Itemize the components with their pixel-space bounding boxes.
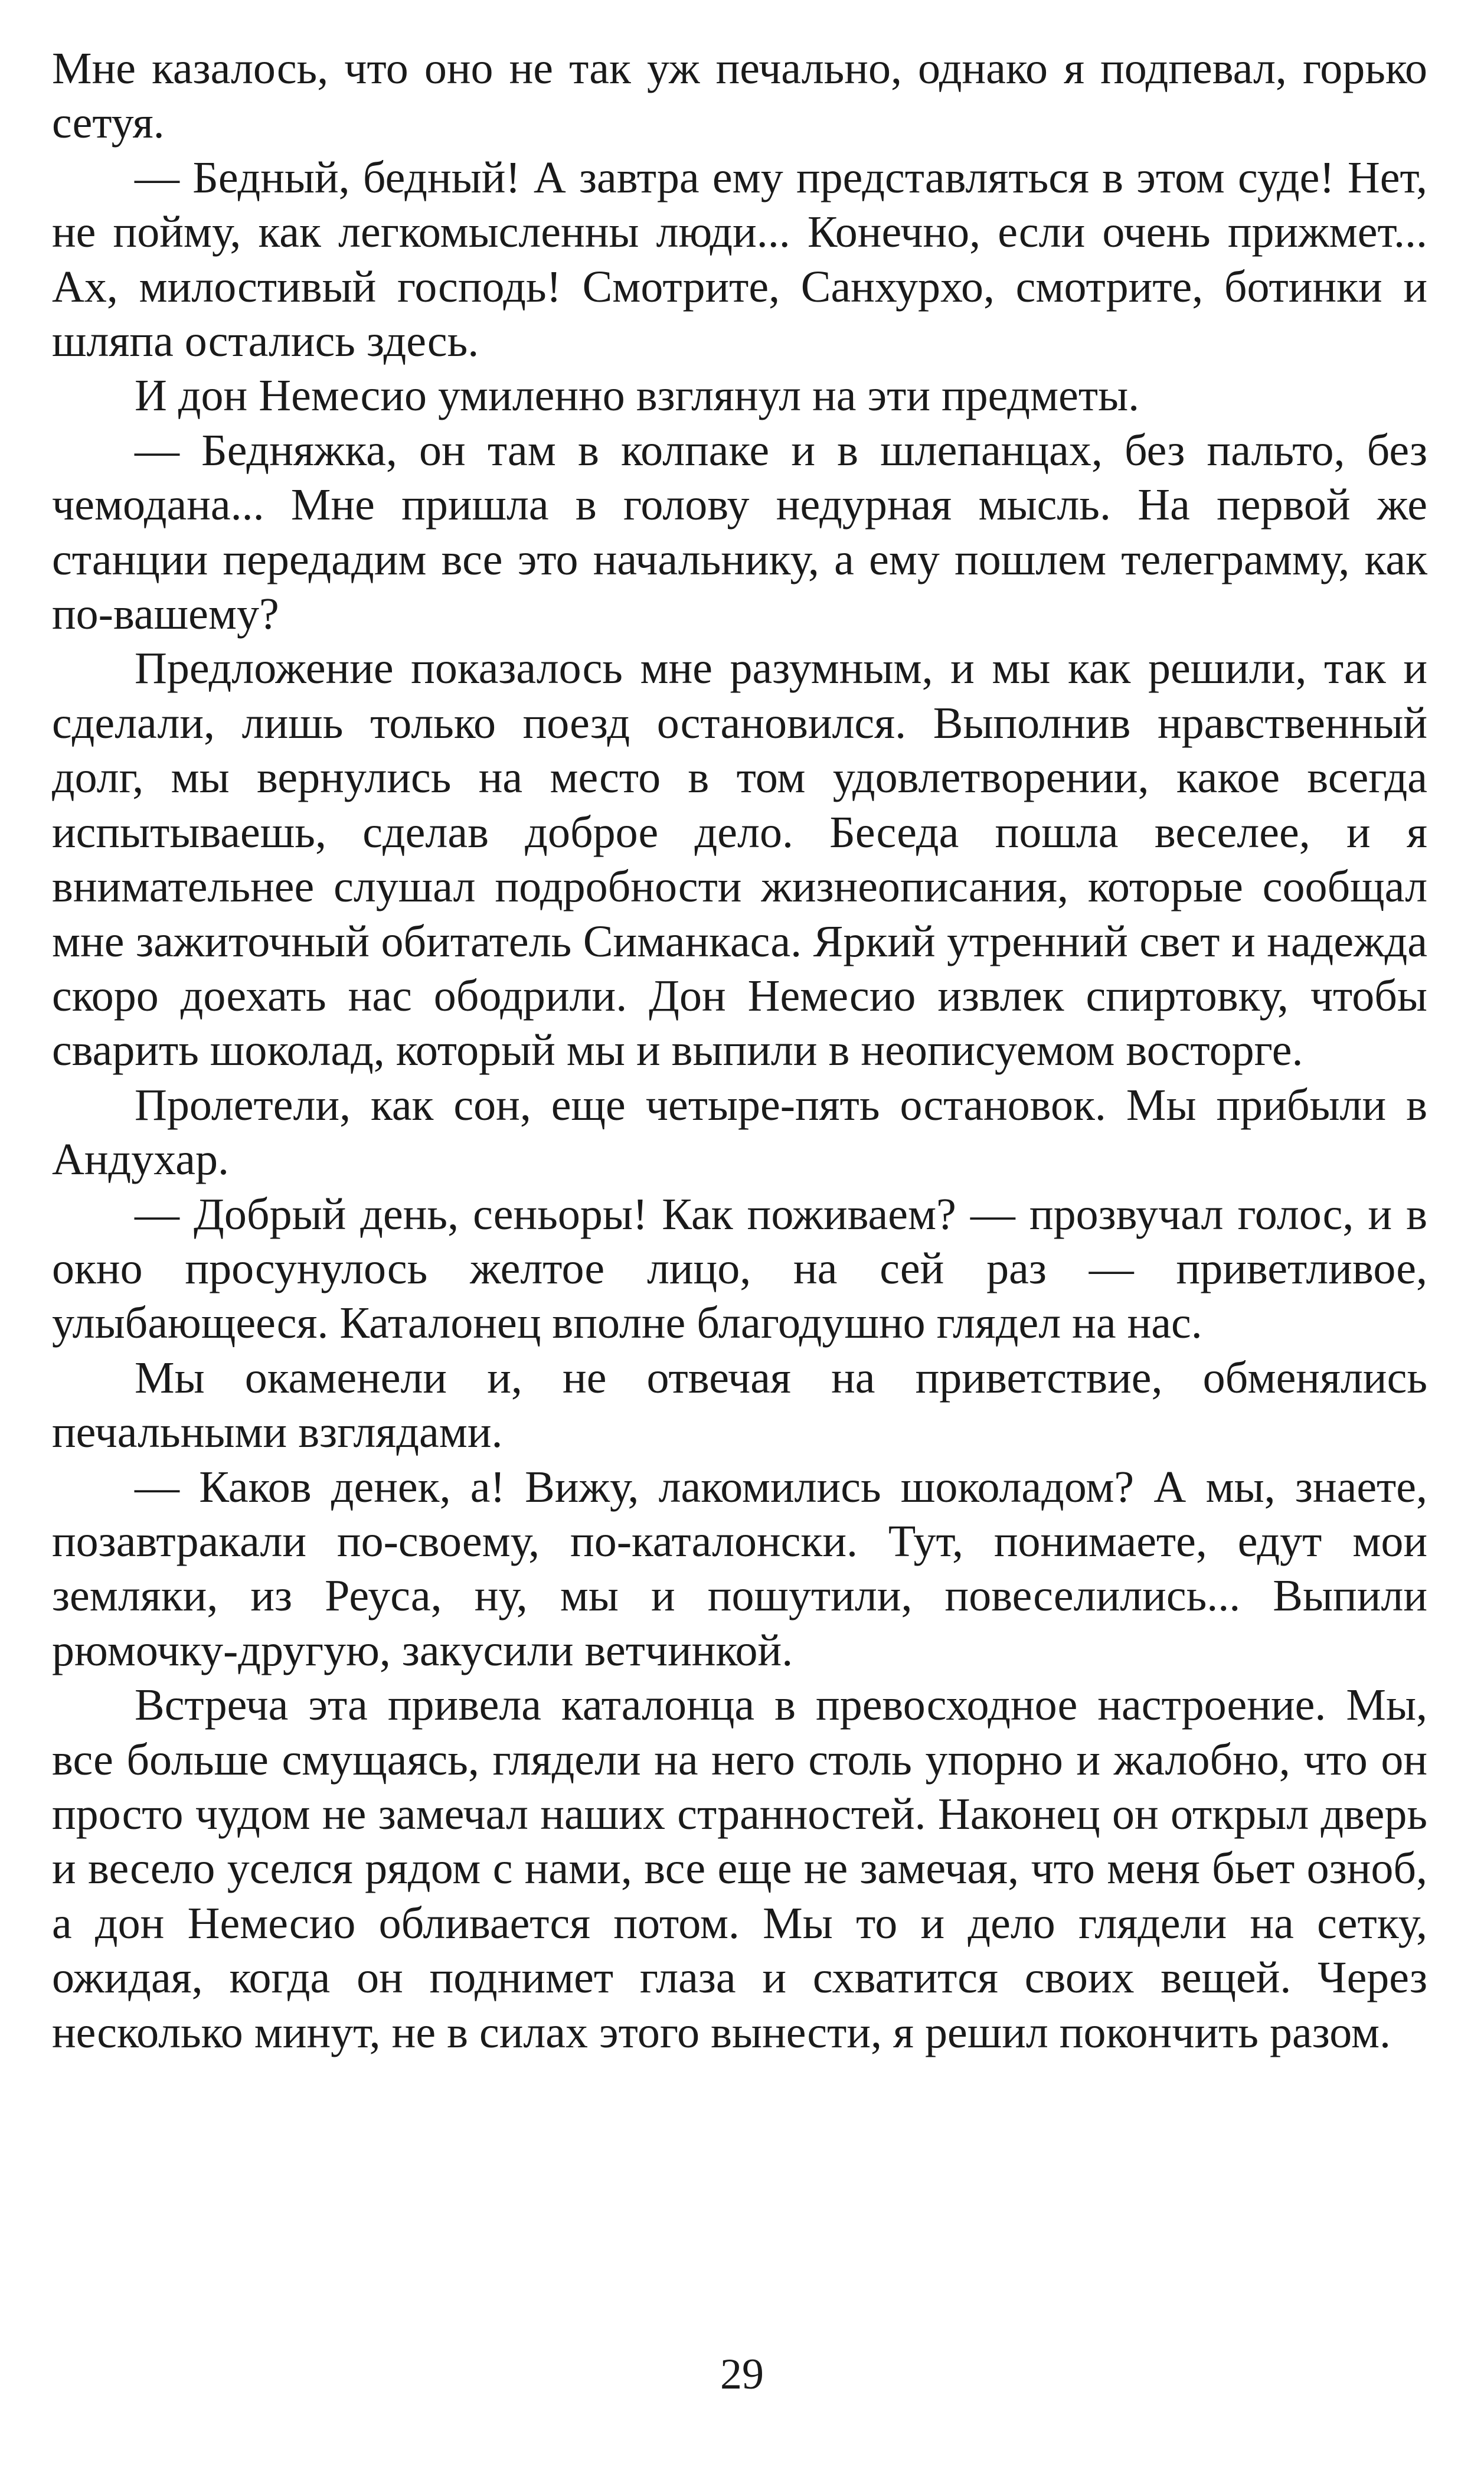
paragraph-dialogue: — Бедный, бедный! А завтра ему представляться в этом суде! Нет, не пойму, как легкомысленны люди... Конечно, если очень прижмет... Ах, милостивый господь! Смотрите, Санхурхо, смотрите, ботинки и шляпа остались здесь. [52, 152, 1427, 367]
page-number: 29 [720, 2350, 764, 2399]
paragraph: Встреча эта привела каталонца в превосходное настроение. Мы, все больше смущаясь, глядели на него столь упорно и жалобно, что он просто чудом не замечал наших странностей. Наконец он открыл дверь и весело уселся рядом с нами, все еще не замечая, что меня бьет озноб, а дон Немесио обливается потом. Мы то и дело глядели на сетку, ожидая, когда он поднимет глаза и схватится своих вещей. Через несколько минут, не в силах этого вынести, я решил покончить разом. [52, 1680, 1427, 2057]
paragraph-continued: Мне казалось, что оно не так уж печально, однако я подпевал, горько сетуя. [52, 44, 1427, 148]
body-text [52, 41, 1427, 2060]
paragraph: И дон Немесио умиленно взглянул на эти предметы. [135, 371, 1140, 421]
paragraph: Мы окаменели и, не отвечая на приветствие, обменялись печальными взглядами. [52, 1352, 1427, 1458]
paragraph: Пролетели, как сон, еще четыре-пять остановок. Мы прибыли в Андухар. [52, 1080, 1427, 1185]
paragraph-dialogue: — Каков денек, а! Вижу, лакомились шоколадом? А мы, знаете, позавтракали по-своему, по-каталонски. Тут, понимаете, едут мои земляки, из Реуса, ну, мы и пошутили, повеселились... Выпили рюмочку-другую, закусили ветчинкой. [52, 1462, 1427, 1675]
paragraph-dialogue: — Добрый день, сеньоры! Как поживаем? — прозвучал голос, и в окно просунулось желтое лицо, на сей раз — приветливое, улыбающееся. Каталонец вполне благодушно глядел на нас. [52, 1189, 1427, 1348]
paragraph: Предложение показалось мне разумным, и мы как решили, так и сделали, лишь только поезд остановился. Выполнив нравственный долг, мы вернулись на место в том удовлетворении, какое всегда испытываешь, сделав доброе дело. Беседа пошла веселее, и я внимательнее слушал подробности жизнеописания, которые сообщал мне зажиточный обитатель Симанкаса. Яркий утренний свет и надежда скоро доехать нас ободрили. Дон Немесио извлек спиртовку, чтобы сварить шоколад, который мы и выпили в неописуемом восторге. [52, 643, 1427, 1076]
paragraph-dialogue: — Бедняжка, он там в колпаке и в шлепанцах, без пальто, без чемодана... Мне пришла в голову недурная мысль. На первой же станции передадим все это начальнику, а ему пошлем телеграмму, как по-вашему? [52, 425, 1427, 639]
